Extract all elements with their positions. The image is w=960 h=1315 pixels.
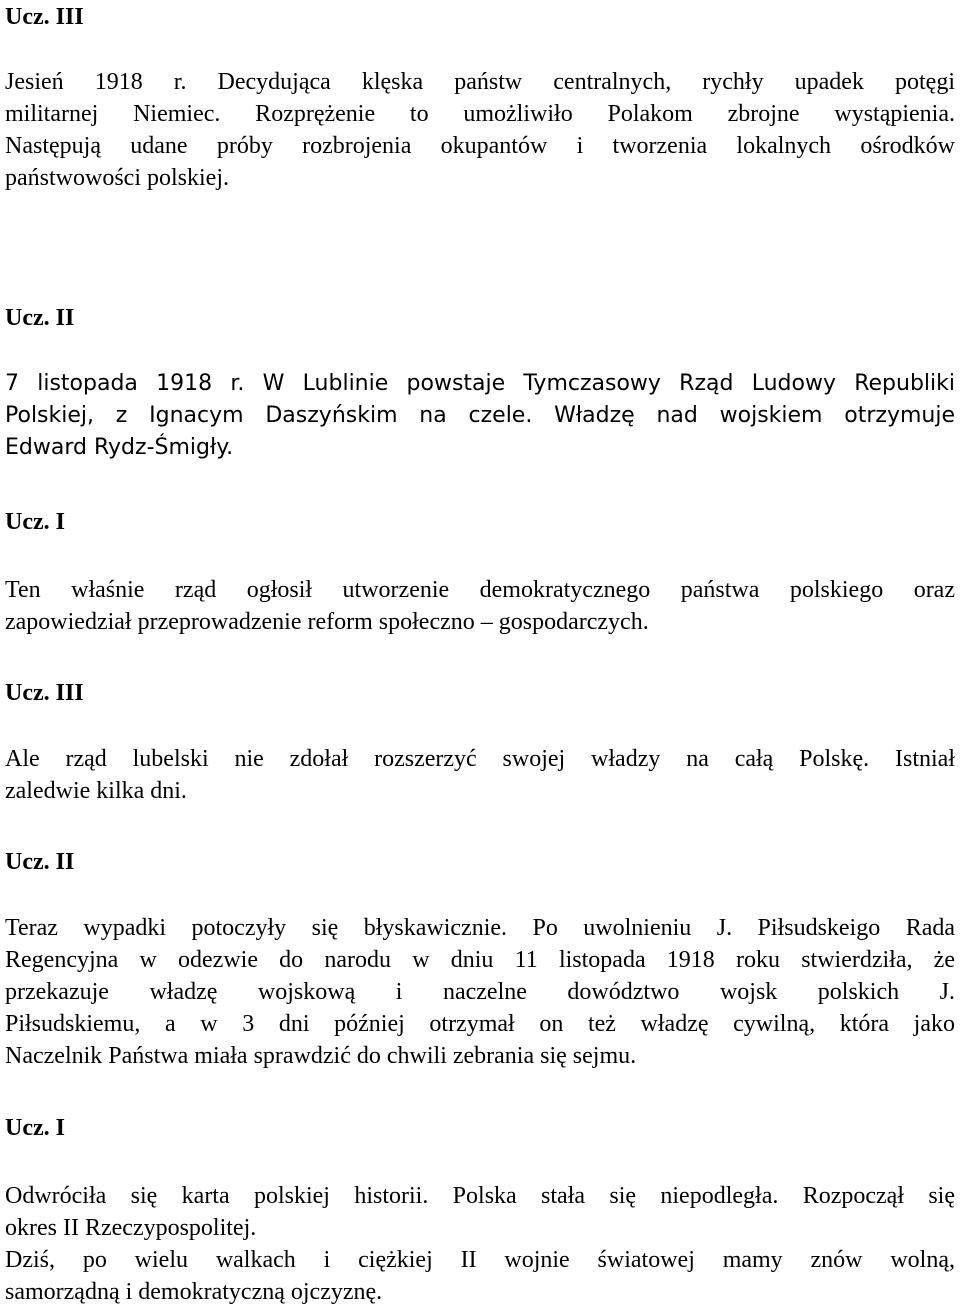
speaker-label: Ucz. III — [5, 680, 84, 706]
speaker-label: Ucz. II — [5, 849, 75, 875]
paragraph-line: okres II Rzeczypospolitej. — [5, 1215, 257, 1241]
paragraph-line: Piłsudskiemu, a w 3 dni później otrzymał on też władzę cywilną, która jako — [5, 1011, 955, 1037]
paragraph-line: Ten właśnie rząd ogłosił utworzenie demokratycznego państwa polskiego oraz — [5, 577, 955, 603]
paragraph — [5, 574, 955, 638]
paragraph-line: 7 listopada 1918 r. W Lublinie powstaje Tymczasowy Rząd Ludowy Republiki — [5, 371, 955, 396]
paragraph-line: Edward Rydz-Śmigły. — [5, 435, 234, 460]
paragraph-line: Odwróciła się karta polskiej historii. Polska stała się niepodległa. Rozpoczął się — [5, 1183, 955, 1209]
speaker-label: Ucz. I — [5, 1115, 65, 1141]
speaker-label: Ucz. I — [5, 509, 65, 535]
paragraph-line: zapowiedział przeprowadzenie reform społeczno – gospodarczych. — [5, 609, 649, 635]
paragraph-line: Polskiej, z Ignacym Daszyńskim na czele. Władzę nad wojskiem otrzymuje — [5, 403, 955, 428]
paragraph-line: Regencyjna w odezwie do narodu w dniu 11 listopada 1918 roku stwierdziła, że — [5, 947, 955, 973]
paragraph — [5, 1180, 955, 1308]
paragraph-line: Ale rząd lubelski nie zdołał rozszerzyć swojej władzy na całą Polskę. Istniał — [5, 746, 955, 772]
paragraph-line: Następują udane próby rozbrojenia okupantów i tworzenia lokalnych ośrodków — [5, 133, 955, 159]
paragraph-line: Dziś, po wielu walkach i ciężkiej II wojnie światowej mamy znów wolną, — [5, 1247, 955, 1273]
paragraph — [5, 368, 955, 464]
paragraph-line: Naczelnik Państwa miała sprawdzić do chwili zebrania się sejmu. — [5, 1043, 637, 1069]
paragraph — [5, 743, 955, 807]
paragraph-line: militarnej Niemiec. Rozprężenie to umożliwiło Polakom zbrojne wystąpienia. — [5, 101, 955, 127]
paragraph-line: Teraz wypadki potoczyły się błyskawicznie. Po uwolnieniu J. Piłsudskeigo Rada — [5, 915, 955, 941]
paragraph-line: państwowości polskiej. — [5, 165, 229, 191]
paragraph-line: przekazuje władzę wojskową i naczelne dowództwo wojsk polskich J. — [5, 979, 955, 1005]
paragraph-line: zaledwie kilka dni. — [5, 778, 187, 804]
paragraph — [5, 66, 955, 194]
paragraph — [5, 912, 955, 1072]
speaker-label: Ucz. III — [5, 4, 84, 30]
paragraph-line: Jesień 1918 r. Decydująca klęska państw centralnych, rychły upadek potęgi — [5, 69, 955, 95]
speaker-label: Ucz. II — [5, 305, 75, 331]
paragraph-line: samorządną i demokratyczną ojczyznę. — [5, 1279, 383, 1305]
